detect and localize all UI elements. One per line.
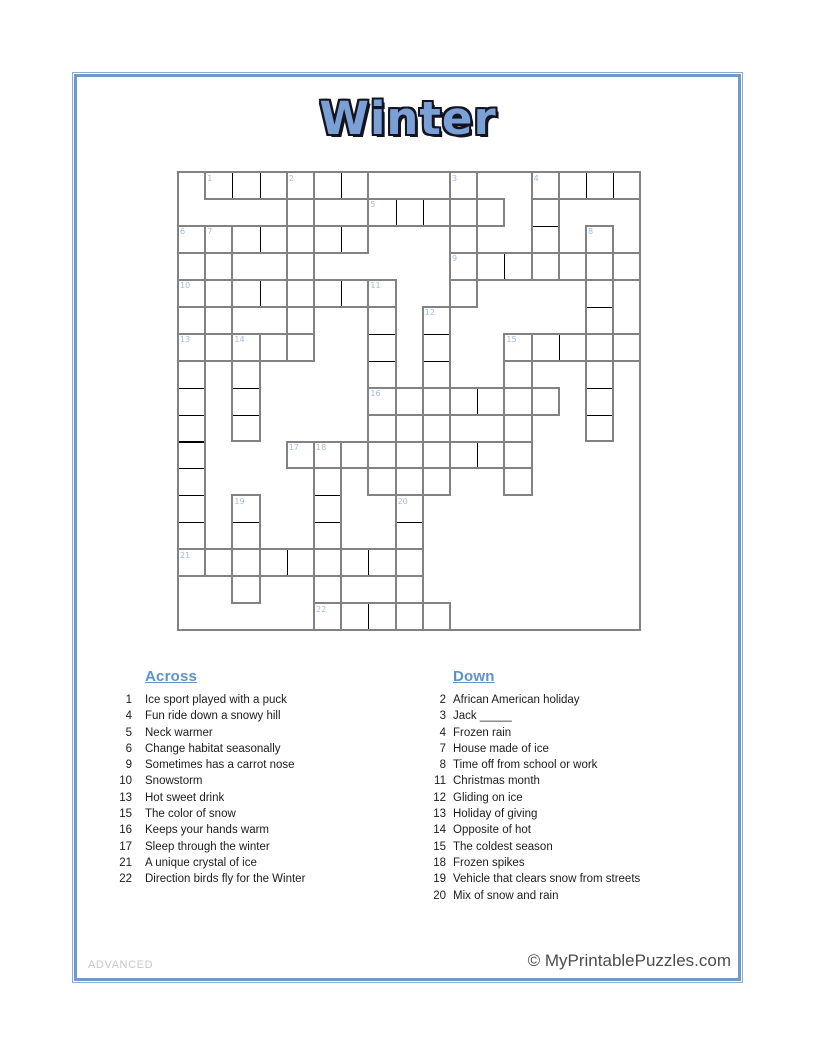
clue-item <box>88 871 305 887</box>
clue-text: The color of snow <box>145 808 236 821</box>
down-heading: Down <box>453 668 495 685</box>
clue-number: 14 <box>433 824 446 837</box>
clue-item <box>406 822 640 838</box>
clue-text: Holiday of giving <box>453 808 538 821</box>
clue-item <box>406 741 640 757</box>
word-outline <box>204 225 233 362</box>
clue-text: Change habitat seasonally <box>145 742 281 755</box>
clue-number: 13 <box>119 791 132 804</box>
grid-number: 15 <box>506 335 517 345</box>
grid-number: 2 <box>288 173 294 183</box>
clue-item <box>406 757 640 773</box>
clue-item <box>88 790 305 806</box>
clue-text: Neck warmer <box>145 726 213 739</box>
crossword-grid <box>178 172 641 631</box>
clue-text: Frozen spikes <box>453 856 525 869</box>
clue-text: Sleep through the winter <box>145 840 270 853</box>
across-heading: Across <box>145 668 198 685</box>
clue-number: 6 <box>125 742 132 755</box>
clue-number: 3 <box>439 710 446 723</box>
clue-item <box>406 725 640 741</box>
down-clue-list <box>406 692 640 904</box>
grid-number: 9 <box>452 254 458 264</box>
credit-label: © MyPrintablePuzzles.com <box>527 951 731 970</box>
clue-number: 22 <box>119 873 132 886</box>
clue-number: 2 <box>439 694 446 706</box>
clue-item <box>88 725 305 741</box>
clue-item <box>406 692 640 708</box>
clue-item <box>88 757 305 773</box>
across-clue-list <box>88 692 305 888</box>
grid-number: 12 <box>424 308 435 318</box>
word-outline <box>531 171 560 281</box>
clue-item <box>88 806 305 822</box>
grid-number: 8 <box>588 227 594 237</box>
clue-text: House made of ice <box>453 742 549 755</box>
grid-number: 1 <box>207 173 213 183</box>
clue-item <box>88 822 305 838</box>
clue-text: Opposite of hot <box>453 824 531 837</box>
clue-text: Ice sport played with a puck <box>145 694 287 706</box>
grid-number: 22 <box>316 604 327 614</box>
clue-text: Jack _____ <box>453 710 512 723</box>
word-outline <box>422 306 451 497</box>
clue-item <box>88 692 305 708</box>
word-outline <box>503 333 532 497</box>
clue-item <box>88 773 305 789</box>
grid-number: 4 <box>533 173 539 183</box>
clue-text: Sometimes has a carrot nose <box>145 759 295 772</box>
clue-text: Christmas month <box>453 775 540 788</box>
clue-item <box>406 871 640 887</box>
clue-text: Fun ride down a snowy hill <box>145 710 281 723</box>
clue-number: 5 <box>125 726 132 739</box>
grid-number: 21 <box>180 550 191 560</box>
word-outline <box>231 333 260 443</box>
clue-number: 16 <box>119 824 132 837</box>
clue-number: 8 <box>439 759 446 772</box>
clue-number: 9 <box>125 759 132 772</box>
word-outline <box>177 548 424 577</box>
difficulty-label: ADVANCED <box>88 959 154 971</box>
clue-text: Gliding on ice <box>453 791 523 804</box>
clue-text: Snowstorm <box>145 775 203 788</box>
clue-number: 10 <box>119 775 132 788</box>
word-outline <box>231 494 260 604</box>
grid-number: 16 <box>370 389 381 399</box>
clue-item <box>406 773 640 789</box>
clue-number: 19 <box>433 873 446 886</box>
grid-number: 10 <box>180 281 191 291</box>
clue-text: Direction birds fly for the Winter <box>145 873 306 886</box>
clue-number: 13 <box>433 808 446 821</box>
clue-number: 18 <box>433 856 446 869</box>
word-outline <box>367 279 396 497</box>
clue-item <box>406 888 640 904</box>
word-outline <box>395 494 424 631</box>
clue-text: The coldest season <box>453 840 553 853</box>
clue-text: African American holiday <box>453 694 580 706</box>
clue-item <box>406 839 640 855</box>
clue-item <box>88 708 305 724</box>
clue-item <box>406 708 640 724</box>
grid-number: 3 <box>452 173 458 183</box>
clue-item <box>406 806 640 822</box>
clue-number: 12 <box>433 791 446 804</box>
clue-number: 4 <box>439 726 446 739</box>
clue-number: 17 <box>119 840 132 853</box>
clue-text: Vehicle that clears snow from streets <box>453 873 641 886</box>
grid-number: 5 <box>370 200 376 210</box>
down-clues-section <box>406 668 640 904</box>
clue-number: 11 <box>434 775 446 788</box>
clue-text: Mix of snow and rain <box>453 889 559 902</box>
clue-number: 7 <box>439 742 446 755</box>
word-outline <box>585 225 614 443</box>
clue-item <box>88 839 305 855</box>
grid-number: 14 <box>234 335 245 345</box>
clue-text: Keeps your hands warm <box>145 824 270 837</box>
clue-item <box>406 855 640 871</box>
clue-number: 20 <box>433 889 446 902</box>
clue-text: Hot sweet drink <box>145 791 225 804</box>
grid-number: 17 <box>288 443 299 452</box>
grid-number: 19 <box>234 496 245 506</box>
word-outline <box>286 171 315 362</box>
word-outline <box>313 441 342 632</box>
across-clues-section <box>88 668 305 888</box>
grid-number: 11 <box>370 281 381 291</box>
grid-number: 18 <box>316 443 327 452</box>
clue-number: 4 <box>125 710 132 723</box>
grid-number: 7 <box>207 227 213 237</box>
clue-number: 15 <box>119 808 132 821</box>
clue-text: Time off from school or work <box>453 759 598 772</box>
grid-number: 13 <box>180 335 191 345</box>
clue-item <box>88 741 305 757</box>
clue-number: 21 <box>119 856 132 869</box>
puzzle-title: Winter <box>319 92 497 145</box>
clue-text: Frozen rain <box>453 726 512 739</box>
word-outline <box>177 333 206 578</box>
grid-number: 20 <box>397 496 408 506</box>
grid-number: 6 <box>180 227 186 237</box>
word-outline <box>367 198 505 227</box>
clue-item <box>406 790 640 806</box>
word-outline <box>449 171 478 308</box>
clue-number: 1 <box>125 694 132 706</box>
clue-number: 15 <box>433 840 446 853</box>
clue-text: A unique crystal of ice <box>145 856 257 869</box>
clue-item <box>88 855 305 871</box>
